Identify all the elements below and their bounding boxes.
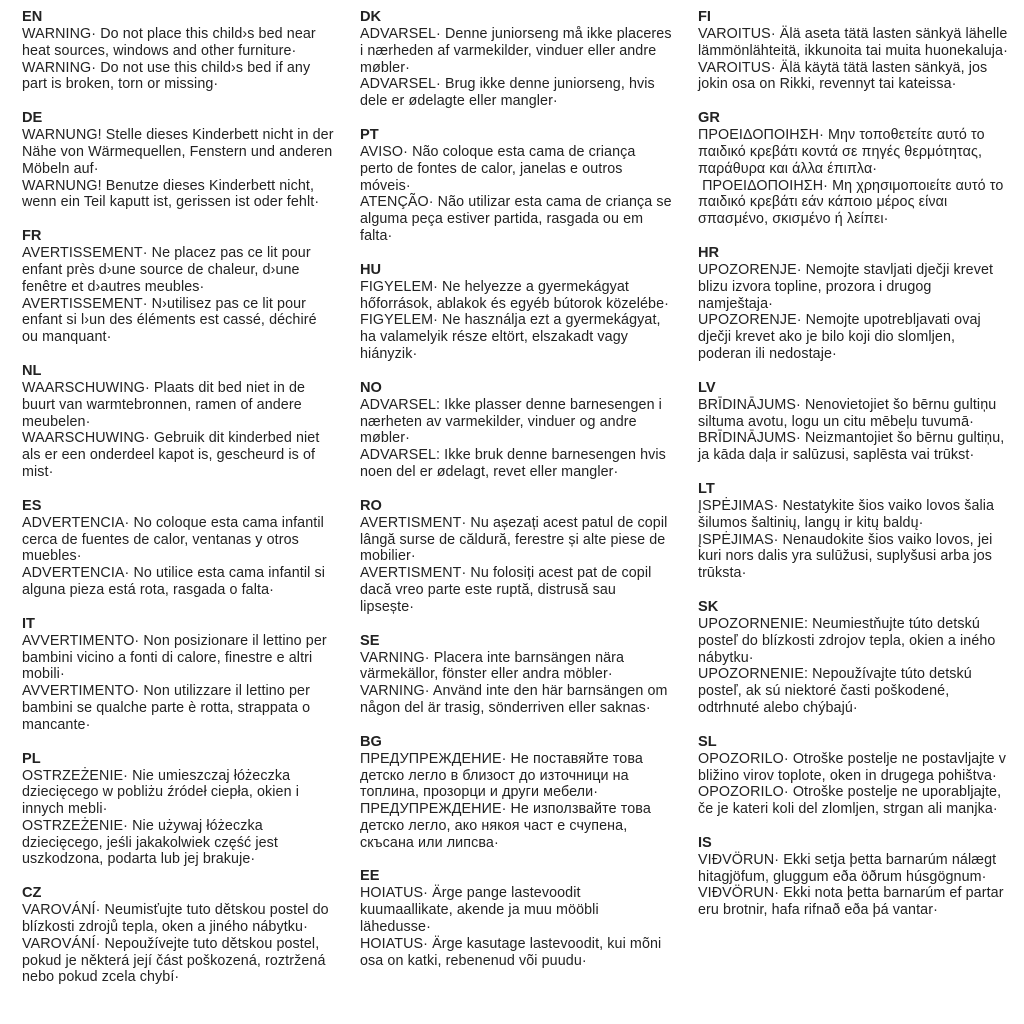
warning-text: HOIATUS· Ärge pange lastevoodit kuumaallikate, akende ja muu mööbli lähedusse· (360, 885, 603, 936)
warning-text: WARNING· Do not use this child›s bed if any part is broken, torn or missing· (22, 59, 315, 93)
language-block-fi (698, 9, 1010, 93)
warning-text: FIGYELEM· Ne használja ezt a gyermekágyat, ha valamelyik része eltört, elszakadt vagy hiányzik· (360, 312, 665, 362)
language-code: HU (360, 261, 382, 278)
warning-text: ATENÇÃO· Não utilizar esta cama de criança se alguma peça estiver partida, rasgada ou em falta· (360, 194, 676, 244)
language-block-no (360, 380, 672, 481)
column-1 (22, 9, 338, 1024)
language-code: LV (698, 379, 716, 396)
warning-text: VAROITUS· Älä aseta tätä lasten sänkyä lähelle lämmönlähteitä, ikkunoita tai muita huonekaluja· (698, 26, 1012, 59)
warning-text: OPOZORILO· Otroške postelje ne postavljajte v bližino virov toplote, oken in drugega pohištva· (698, 750, 1011, 784)
warning-text: ADVARSEL· Brug ikke denne juniorseng, hvis dele er ødelagte eller mangler· (360, 76, 659, 110)
warning-text: ADVERTENCIA· No coloque esta cama infantil cerca de fuentes de calor, ventanas y otros muebles· (22, 514, 328, 565)
language-code: HR (698, 244, 720, 261)
language-code: FR (22, 228, 42, 245)
language-code: DK (360, 9, 382, 25)
warning-text: OSTRZEŻENIE· Nie używaj łóżeczka dziecięcego, jeśli jakakolwiek część jest uszkodzona, podarta lub jej brakuje· (22, 817, 283, 868)
warning-text: ΠΡΟΕΙΔΟΠΟΙΗΣΗ· Μη χρησιμοποιείτε αυτό το παιδικό κρεβάτι εάν κάποιο μέρος είναι σπασμένο, σκισμένο ή λείπει· (698, 177, 1008, 228)
language-block-sk (698, 599, 1010, 717)
language-code: NL (22, 362, 42, 379)
language-code: GR (698, 110, 720, 127)
language-code: FI (698, 9, 711, 25)
language-block-lt (698, 481, 1010, 582)
language-code: SK (698, 598, 719, 615)
warning-text: AVERTISMENT· Nu așezați acest patul de copil lângă surse de căldură, ferestre și alte piese de mobilier· (360, 514, 672, 565)
warning-text: ΠΡΟΕΙΔΟΠΟΙΗΣΗ· Μην τοποθετείτε αυτό το παιδικό κρεβάτι κοντά σε πηγές θερμότητας, παράθυρα και άλλα έπιπλα· (698, 127, 989, 177)
language-code: IS (698, 834, 712, 851)
warning-text: ПРЕДУПРЕЖДЕНИЕ· Не поставяйте това детско легло в близост до източници на топлина, прозорци и други мебели· (360, 750, 648, 801)
warning-text: UPOZORENJE· Nemojte upotrebljavati ovaj dječji krevet ako je bilo koji dio slomljen, poderan ili nedostaje· (698, 312, 985, 362)
language-code: IT (22, 615, 35, 632)
language-block-pt (360, 126, 676, 245)
warning-text: OSTRZEŻENIE· Nie umieszczaj łóżeczka dziecięcego w pobliżu źródeł ciepła, okien i innych mebli· (22, 767, 304, 818)
warning-text: AVERTISSEMENT· N›utilisez pas ce lit pour enfant si l›un des éléments est cassé, déchiré ou manquant· (22, 295, 321, 346)
language-code: ES (22, 497, 42, 514)
warning-text: ADVARSEL· Denne juniorseng må ikke placeres i nærheden af varmekilder, vinduer eller andre møbler· (360, 26, 676, 76)
warning-text: BRĪDINĀJUMS· Nenovietojiet šo bērnu gultiņu siltuma avotu, logu un citu mēbeļu tuvumā· (698, 396, 1001, 430)
language-code: CZ (22, 885, 42, 902)
warning-text: ADVARSEL: Ikke plasser denne barnesengen i nærheten av varmekilder, vinduer og andre møbler· (360, 396, 667, 447)
warning-text: WARNUNG! Benutze dieses Kinderbett nicht, wenn ein Teil kaputt ist, gerissen ist oder fehlt· (22, 177, 320, 211)
warning-text: WAARSCHUWING· Gebruik dit kinderbed niet als er een onderdeel kapot is, gescheurd is of mist· (22, 430, 324, 480)
warning-text: AVERTISSEMENT· Ne placez pas ce lit pour enfant près d›une source de chaleur, d›une fenêtre et d›autres meubles· (22, 245, 315, 295)
warning-text: AVVERTIMENTO· Non utilizzare il lettino per bambini se qualche parte è rotta, strappata o mancante· (22, 683, 315, 733)
language-code: EE (360, 868, 380, 885)
warning-text: ĮSPĖJIMAS· Nenaudokite šios vaiko lovos, jei kuri nors dalis yra sulūžusi, suplyšusi arba jos trūksta· (698, 531, 997, 582)
warning-text: VAROVÁNÍ· Nepoužívejte tuto dětskou postel, pokud je některá její část poškozená, roztržená nebo pokud zcela chybí· (22, 935, 330, 986)
language-code: PT (360, 126, 379, 143)
language-block-bg (360, 734, 672, 852)
language-code: RO (360, 497, 382, 514)
language-code: PL (22, 750, 41, 767)
warning-text: UPOZORENJE· Nemojte stavljati dječji krevet blizu izvora topline, prozora i drugog namještaja· (698, 261, 998, 312)
language-block-es (22, 498, 334, 599)
warning-text: UPOZORNENIE: Nepoužívajte túto detskú posteľ, ak sú niektoré časti poškodené, odtrhnuté alebo chýbajú· (698, 666, 976, 716)
language-code: SE (360, 632, 380, 649)
column-2 (360, 9, 676, 1024)
language-block-hu (360, 262, 672, 363)
warning-text: BRĪDINĀJUMS· Neizmantojiet šo bērnu gultiņu, ja kāda daļa ir salūzusi, saplēsta vai trūkst· (698, 430, 1009, 464)
language-block-it (22, 616, 334, 734)
language-block-cz (22, 885, 334, 986)
language-code: DE (22, 110, 43, 127)
warning-text: VIÐVÖRUN· Ekki setja þetta barnarúm nálægt hitagjöfum, gluggum eða öðrum húsgögnum· (698, 851, 1001, 885)
warning-text: WARNING· Do not place this child›s bed near heat sources, windows and other furniture· (22, 26, 320, 59)
warning-text: VAROITUS· Älä käytä tätä lasten sänkyä, jos jokin osa on Rikki, revennyt tai kateissa· (698, 59, 992, 93)
language-block-de (22, 110, 338, 211)
warning-text: ĮSPĖJIMAS· Nestatykite šios vaiko lovos šalia šilumos šaltinių, langų ir kitų baldų· (698, 497, 999, 531)
language-block-hr (698, 245, 1010, 363)
warning-text: OPOZORILO· Otroške postelje ne uporabljajte, če je kateri koli del zlomljen, strgan ali manjka· (698, 784, 1006, 818)
warning-text: WAARSCHUWING· Plaats dit bed niet in de buurt van warmtebronnen, ramen of andere meubelen· (22, 379, 310, 430)
language-code: EN (22, 9, 43, 25)
language-block-dk (360, 9, 676, 110)
warning-text: AVVERTIMENTO· Non posizionare il lettino per bambini vicino a fonti di calore, finestre e altri mobili· (22, 632, 331, 683)
warning-text: AVERTISMENT· Nu folosiți acest pat de copil dacă vreo parte este ruptă, distrusă sau lipsește· (360, 565, 656, 615)
language-block-nl (22, 363, 334, 481)
warning-text: WARNUNG! Stelle dieses Kinderbett nicht in der Nähe von Wärmequellen, Fenstern und anderen Möbeln auf· (22, 127, 338, 177)
column-3 (698, 9, 1010, 1024)
language-code: LT (698, 480, 715, 497)
warning-text: ADVARSEL: Ikke bruk denne barnesengen hvis noen del er ødelagt, revet eller mangler· (360, 447, 671, 480)
language-block-ee (360, 868, 672, 969)
language-block-sl (698, 734, 1010, 818)
language-code: SL (698, 733, 717, 750)
language-block-pl (22, 751, 334, 869)
language-code: NO (360, 379, 382, 396)
warning-text: ПРЕДУПРЕЖДЕНИЕ· Не използвайте това детско легло, ако някоя част е счупена, скъсана или липсва· (360, 801, 655, 851)
language-block-lv (698, 380, 1010, 464)
warning-text: VAROVÁNÍ· Neumisťujte tuto dětskou postel do blízkosti zdrojů tepla, oken a jiného nábytku· (22, 902, 333, 936)
warning-text: AVISO· Não coloque esta cama de criança perto de fontes de calor, janelas e outros móveis· (360, 143, 640, 194)
warning-text: ADVERTENCIA· No utilice esta cama infantil si alguna pieza está rota, rasgada o falta· (22, 565, 330, 598)
language-block-fr (22, 228, 334, 346)
warning-text: FIGYELEM· Ne helyezze a gyermekágyat hőforrások, ablakok és egyéb bútorok közelébe· (360, 278, 669, 312)
warning-text: VARNING· Använd inte den här barnsängen om någon del är trasig, sönderriven eller saknas· (360, 683, 672, 716)
warning-text: HOIATUS· Ärge kasutage lastevoodit, kui mõni osa on katki, rebenenud või puudu· (360, 935, 666, 969)
language-block-gr (698, 110, 1010, 228)
warning-text: UPOZORNENIE: Neumiestňujte túto detskú posteľ do blízkosti zdrojov tepla, okien a iného nábytku· (698, 615, 1000, 666)
language-code: BG (360, 733, 382, 750)
warning-text: VARNING· Placera inte barnsängen nära värmekällor, fönster eller andra möbler· (360, 649, 629, 683)
language-block-en (22, 9, 334, 93)
language-block-ro (360, 498, 672, 616)
language-block-se (360, 633, 672, 717)
warning-text: VIÐVÖRUN· Ekki nota þetta barnarúm ef partar eru brotnir, hafa rifnað eða þá vantar· (698, 885, 1008, 919)
language-block-is (698, 835, 1010, 919)
